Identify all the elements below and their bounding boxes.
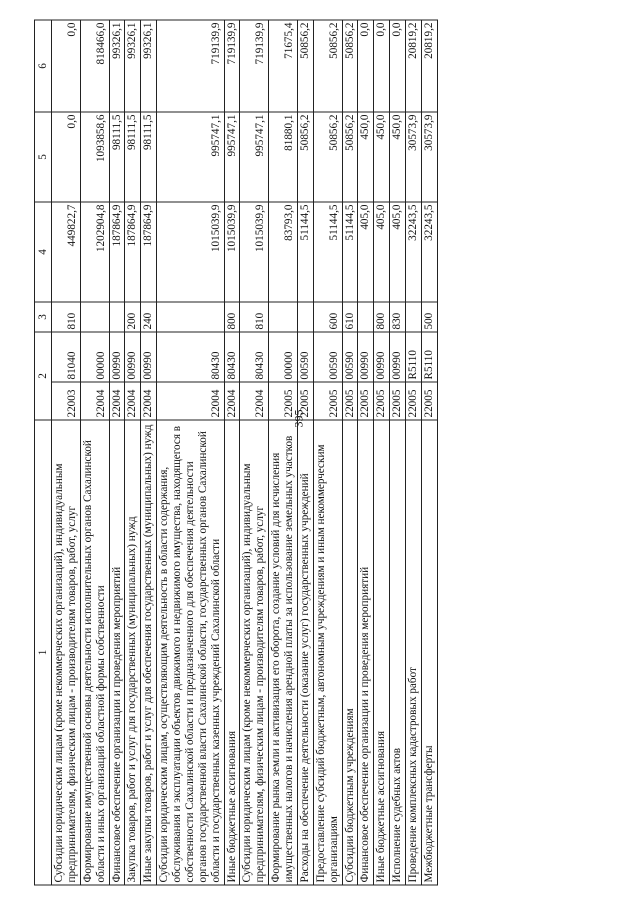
- row-vr: 800: [224, 302, 240, 332]
- row-name: Закупка товаров, работ и услуг для государственных (муниципальных) нужд: [125, 420, 141, 885]
- row-value-col5: 30573,9: [406, 112, 422, 202]
- row-code-a: 22004: [224, 382, 240, 420]
- row-code-b: R5110: [406, 332, 422, 382]
- row-vr: [358, 302, 374, 332]
- row-name: Иные бюджетные ассигнования: [224, 420, 240, 885]
- row-name: Субсидии бюджетным учреждениям: [342, 420, 358, 885]
- row-name: Иные бюджетные ассигнования: [374, 420, 390, 885]
- row-value-col4: 1015039,9: [240, 202, 269, 302]
- row-code-b: 00990: [109, 332, 125, 382]
- header-col-3: 3: [35, 302, 52, 332]
- table-row: [390, 20, 406, 885]
- row-code-a: 22005: [406, 382, 422, 420]
- row-name: Предоставление субсидий бюджетным, автономным учреждениям и иным некоммерческим организациям: [313, 420, 342, 885]
- row-code-a: 22004: [141, 382, 157, 420]
- row-code-b: 00990: [358, 332, 374, 382]
- table-row: [240, 20, 269, 885]
- row-code-a: 22003: [52, 382, 81, 420]
- row-value-col5: 98111,5: [109, 112, 125, 202]
- row-value-col6: 20819,2: [406, 20, 422, 112]
- row-name: Межбюджетные трансферты: [421, 420, 437, 885]
- row-value-col5: 0,0: [52, 112, 81, 202]
- row-code-a: 22004: [157, 382, 224, 420]
- row-value-col5: 50856,2: [342, 112, 358, 202]
- row-vr: 810: [240, 302, 269, 332]
- row-name: Субсидии юридическим лицам, осуществляющим деятельность в области содержания, обслуживания и эксплуатации объектов движимого и недвижимого имущества, находящегося в собственности Сахалинской области и предназначенного для обеспечения деятельности органов государственной власти Сахалинской области, государственных органов Сахалинской области и государственных казенных учреждений Сахалинской области: [157, 420, 224, 885]
- row-value-col4: 187864,9: [125, 202, 141, 302]
- row-name: Иные закупки товаров, работ и услуг для обеспечения государственных (муниципальных) нужд: [141, 420, 157, 885]
- row-code-b: 00590: [313, 332, 342, 382]
- row-code-b: 00990: [390, 332, 406, 382]
- row-value-col4: 1202904,8: [80, 202, 109, 302]
- row-value-col4: 449822,7: [52, 202, 81, 302]
- row-code-b: R5110: [421, 332, 437, 382]
- row-value-col4: 405,0: [390, 202, 406, 302]
- row-value-col6: 99326,1: [125, 20, 141, 112]
- row-code-a: 22005: [390, 382, 406, 420]
- page-number: 395: [291, 409, 306, 428]
- row-value-col4: 1015039,9: [224, 202, 240, 302]
- row-value-col6: 719139,9: [240, 20, 269, 112]
- table-row: [421, 20, 437, 885]
- row-code-b: 80430: [157, 332, 224, 382]
- row-value-col5: 995747,1: [157, 112, 224, 202]
- row-vr: [80, 302, 109, 332]
- row-value-col6: 719139,9: [157, 20, 224, 112]
- table-row: [80, 20, 109, 885]
- row-value-col4: 83793,0: [269, 202, 298, 302]
- row-value-col5: 50856,2: [297, 112, 313, 202]
- row-name: Проведение комплексных кадастровых работ: [406, 420, 422, 885]
- table-body: [52, 20, 438, 885]
- row-vr: 810: [52, 302, 81, 332]
- table-row: [52, 20, 81, 885]
- table-row: [224, 20, 240, 885]
- row-code-b: 00590: [342, 332, 358, 382]
- row-vr: 200: [125, 302, 141, 332]
- table-row: [109, 20, 125, 885]
- row-vr: 830: [390, 302, 406, 332]
- row-code-b: 00990: [141, 332, 157, 382]
- header-col-1: 1: [35, 420, 52, 885]
- row-code-a: 22005: [421, 382, 437, 420]
- row-value-col4: 405,0: [358, 202, 374, 302]
- row-value-col5: 995747,1: [224, 112, 240, 202]
- row-vr: [269, 302, 298, 332]
- row-name: Субсидии юридическим лицам (кроме некоммерческих организаций), индивидуальным предпринимателям, физическим лицам - производителям товаров, работ, услуг: [52, 420, 81, 885]
- row-value-col4: 32243,5: [406, 202, 422, 302]
- row-vr: [109, 302, 125, 332]
- row-name: Формирование рынка земли и активизация его оборота, создание условий для исчисления имущественных налогов и начисления арендной платы за использование земельных участков: [269, 420, 298, 885]
- row-code-a: 22005: [358, 382, 374, 420]
- row-name: Субсидии юридическим лицам (кроме некоммерческих организаций), индивидуальным предпринимателям, физическим лицам - производителям товаров, работ, услуг: [240, 420, 269, 885]
- row-value-col4: 187864,9: [141, 202, 157, 302]
- row-name: Финансовое обеспечение организации и проведения мероприятий: [109, 420, 125, 885]
- row-value-col4: 51144,5: [342, 202, 358, 302]
- row-code-a: 22004: [109, 382, 125, 420]
- row-code-b: 00000: [80, 332, 109, 382]
- row-value-col5: 450,0: [390, 112, 406, 202]
- budget-table-container: [34, 20, 606, 885]
- row-value-col6: 99326,1: [109, 20, 125, 112]
- row-value-col5: 81880,1: [269, 112, 298, 202]
- header-col-6: 6: [35, 20, 52, 112]
- table-row: [297, 20, 313, 885]
- table-row: [358, 20, 374, 885]
- row-code-b: 00590: [297, 332, 313, 382]
- row-code-b: 80430: [240, 332, 269, 382]
- row-code-b: 80430: [224, 332, 240, 382]
- table-row: [313, 20, 342, 885]
- row-value-col5: 30573,9: [421, 112, 437, 202]
- row-value-col6: 99326,1: [141, 20, 157, 112]
- row-value-col4: 51144,5: [313, 202, 342, 302]
- header-row: [35, 20, 52, 885]
- row-name: Исполнение судебных актов: [390, 420, 406, 885]
- row-value-col6: 50856,2: [313, 20, 342, 112]
- table-row: [406, 20, 422, 885]
- row-value-col4: 32243,5: [421, 202, 437, 302]
- row-code-a: 22005: [269, 382, 298, 420]
- row-vr: 500: [421, 302, 437, 332]
- row-value-col5: 995747,1: [240, 112, 269, 202]
- table-row: [125, 20, 141, 885]
- row-value-col6: 0,0: [358, 20, 374, 112]
- row-code-a: 22004: [125, 382, 141, 420]
- row-value-col6: 20819,2: [421, 20, 437, 112]
- row-value-col5: 98111,5: [125, 112, 141, 202]
- row-value-col6: 0,0: [52, 20, 81, 112]
- row-vr: [406, 302, 422, 332]
- row-vr: 600: [313, 302, 342, 332]
- row-vr: 800: [374, 302, 390, 332]
- budget-table: [34, 19, 438, 885]
- row-code-b: 00000: [269, 332, 298, 382]
- row-value-col6: 50856,2: [297, 20, 313, 112]
- table-row: [157, 20, 224, 885]
- row-value-col6: 818466,0: [80, 20, 109, 112]
- row-value-col4: 1015039,9: [157, 202, 224, 302]
- row-vr: 240: [141, 302, 157, 332]
- row-code-a: 22005: [342, 382, 358, 420]
- row-code-a: 22005: [374, 382, 390, 420]
- row-code-a: 22004: [240, 382, 269, 420]
- header-col-5: 5: [35, 112, 52, 202]
- row-name: Формирование имущественной основы деятельности исполнительных органов Сахалинской области и иных организаций областной формы собственности: [80, 420, 109, 885]
- table-row: [269, 20, 298, 885]
- row-code-a: 22005: [297, 382, 313, 420]
- row-vr: [297, 302, 313, 332]
- row-value-col5: 50856,2: [313, 112, 342, 202]
- row-value-col6: 0,0: [374, 20, 390, 112]
- row-code-b: 00990: [374, 332, 390, 382]
- table-row: [374, 20, 390, 885]
- row-value-col4: 51144,5: [297, 202, 313, 302]
- row-name: Расходы на обеспечение деятельности (оказание услуг) государственных учреждений: [297, 420, 313, 885]
- row-value-col6: 719139,9: [224, 20, 240, 112]
- row-value-col6: 71675,4: [269, 20, 298, 112]
- table-row: [342, 20, 358, 885]
- row-value-col5: 450,0: [374, 112, 390, 202]
- row-code-b: 81040: [52, 332, 81, 382]
- row-code-a: 22005: [313, 382, 342, 420]
- row-value-col6: 0,0: [390, 20, 406, 112]
- row-value-col4: 405,0: [374, 202, 390, 302]
- row-value-col5: 450,0: [358, 112, 374, 202]
- row-vr: 610: [342, 302, 358, 332]
- table-row: [141, 20, 157, 885]
- header-col-2: 2: [35, 332, 52, 420]
- row-code-a: 22004: [80, 382, 109, 420]
- header-col-4: 4: [35, 202, 52, 302]
- row-name: Финансовое обеспечение организации и проведения мероприятий: [358, 420, 374, 885]
- row-value-col5: 98111,5: [141, 112, 157, 202]
- row-value-col4: 187864,9: [109, 202, 125, 302]
- row-value-col5: 1093858,6: [80, 112, 109, 202]
- row-value-col6: 50856,2: [342, 20, 358, 112]
- row-code-b: 00990: [125, 332, 141, 382]
- row-vr: [157, 302, 224, 332]
